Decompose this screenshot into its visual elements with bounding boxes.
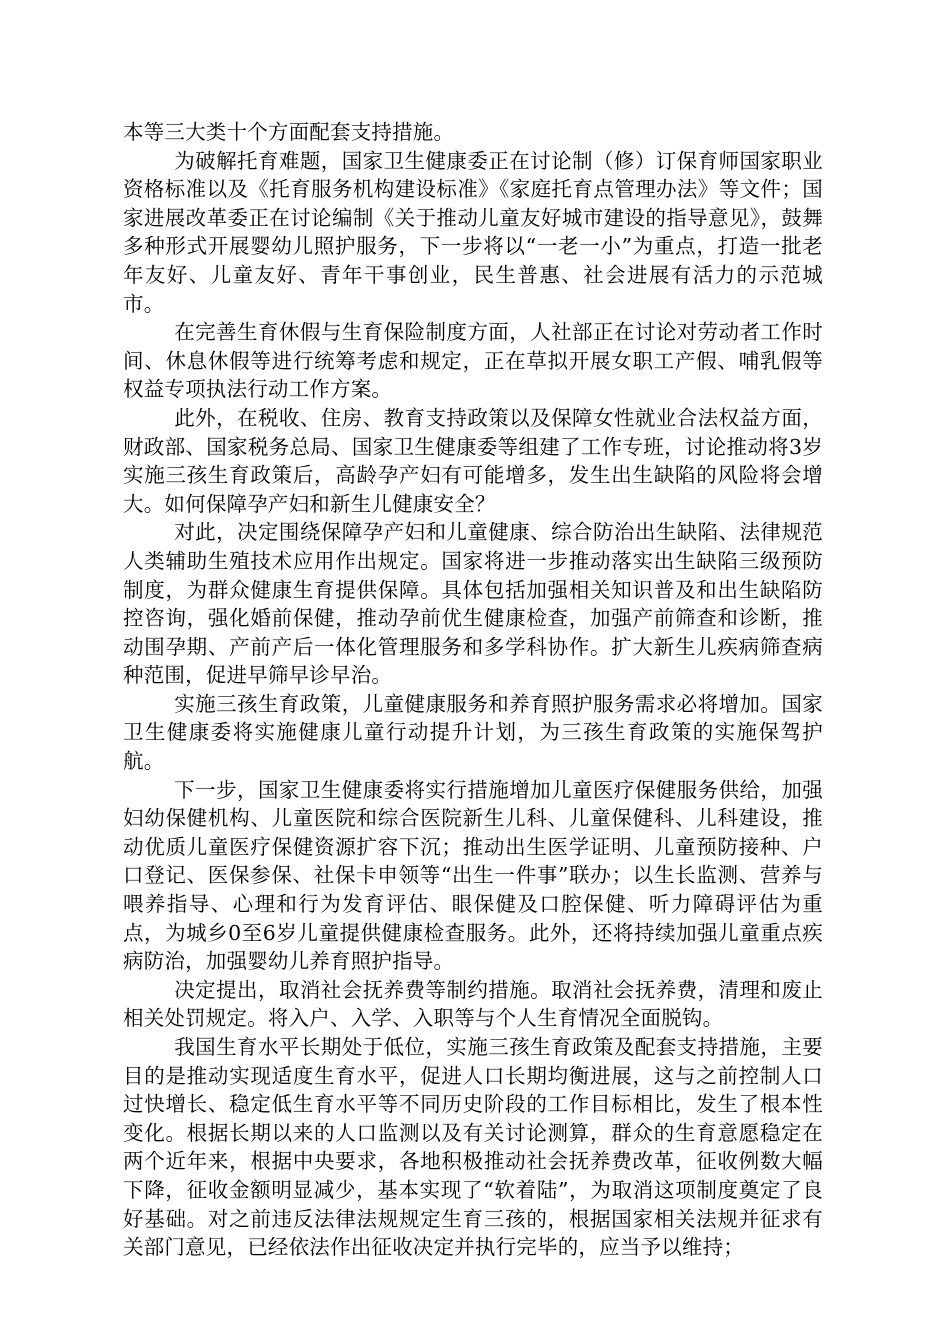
- paragraph-7: 下一步，国家卫生健康委将实行措施增加儿童医疗保健服务供给，加强妇幼保健机构、儿童医院和综合医院新生儿科、儿童保健科、儿科建设，推动优质儿童医疗保健资源扩容下沉；推动出生医学证明、儿童预防接种、户口登记、医保参保、社保卡申领等“出生一件事”联办；以生长监测、营养与喂养指导、心理和行为发育评估、眼保健及口腔保健、听力障碍评估为重点，为城乡0至6岁儿童提供健康检查服务。此外，还将持续加强儿童重点疾病防治，加强婴幼儿养育照护指导。: [123, 777, 823, 974]
- paragraph-3: 在完善生育休假与生育保险制度方面，人社部正在讨论对劳动者工作时间、休息休假等进行统筹考虑和规定，正在草拟开展女职工产假、哺乳假等权益专项执法行动工作方案。: [123, 320, 823, 402]
- paragraph-6: 实施三孩生育政策，儿童健康服务和养育照护服务需求必将增加。国家卫生健康委将实施健康儿童行动提升计划，为三孩生育政策的实施保驾护航。: [123, 691, 823, 774]
- document-body: [123, 118, 823, 1262]
- paragraph-5: 对此，决定围绕保障孕产妇和儿童健康、综合防治出生缺陷、法律规范人类辅助生殖技术应用作出规定。国家将进一步推动落实出生缺陷三级预防制度，为群众健康生育提供保障。具体包括加强相关知识普及和出生缺陷防控咨询，强化婚前保健，推动孕前优生健康检查，加强产前筛查和诊断，推动围孕期、产前产后一体化管理服务和多学科协作。扩大新生儿疾病筛查病种范围，促进早筛早诊早治。: [123, 520, 823, 688]
- paragraph-4: 此外，在税收、住房、教育支持政策以及保障女性就业合法权益方面，财政部、国家税务总局、国家卫生健康委等组建了工作专班，讨论推动将3岁实施三孩生育政策后，高龄孕产妇有可能增多，发生出生缺陷的风险将会增大。如何保障孕产妇和新生儿健康安全？: [123, 405, 823, 516]
- paragraph-8: 决定提出，取消社会抚养费等制约措施。取消社会抚养费，清理和废止相关处罚规定。将入户、入学、入职等与个人生育情况全面脱钩。: [123, 977, 823, 1031]
- paragraph-2: 为破解托育难题，国家卫生健康委正在讨论制（修）订保育师国家职业资格标准以及《托育服务机构建设标准》《家庭托育点管理办法》等文件；国家进展改革委正在讨论编制《关于推动儿童友好城市建设的指导意见》，鼓舞多种形式开展婴幼儿照护服务，下一步将以“一老一小”为重点，打造一批老年友好、儿童友好、青年干事创业，民生普惠、社会进展有活力的示范城市。: [123, 148, 823, 316]
- paragraph-9: 我国生育水平长期处于低位，实施三孩生育政策及配套支持措施，主要目的是推动实现适度生育水平，促进人口长期均衡进展，这与之前控制人口过快增长、稳定低生育水平等不同历史阶段的工作目标相比，发生了根本性变化。根据长期以来的人口监测以及有关讨论测算，群众的生育意愿稳定在两个近年来，根据中央要求，各地积极推动社会抚养费改革，征收例数大幅下降，征收金额明显减少，基本实现了“软着陆”，为取消这项制度奠定了良好基础。对之前违反法律法规规定生育三孩的，根据国家相关法规并征求有关部门意见，已经依法作出征收决定并执行完毕的，应当予以维持；: [123, 1035, 823, 1260]
- paragraph-1: 本等三大类十个方面配套支持措施。: [123, 120, 455, 144]
